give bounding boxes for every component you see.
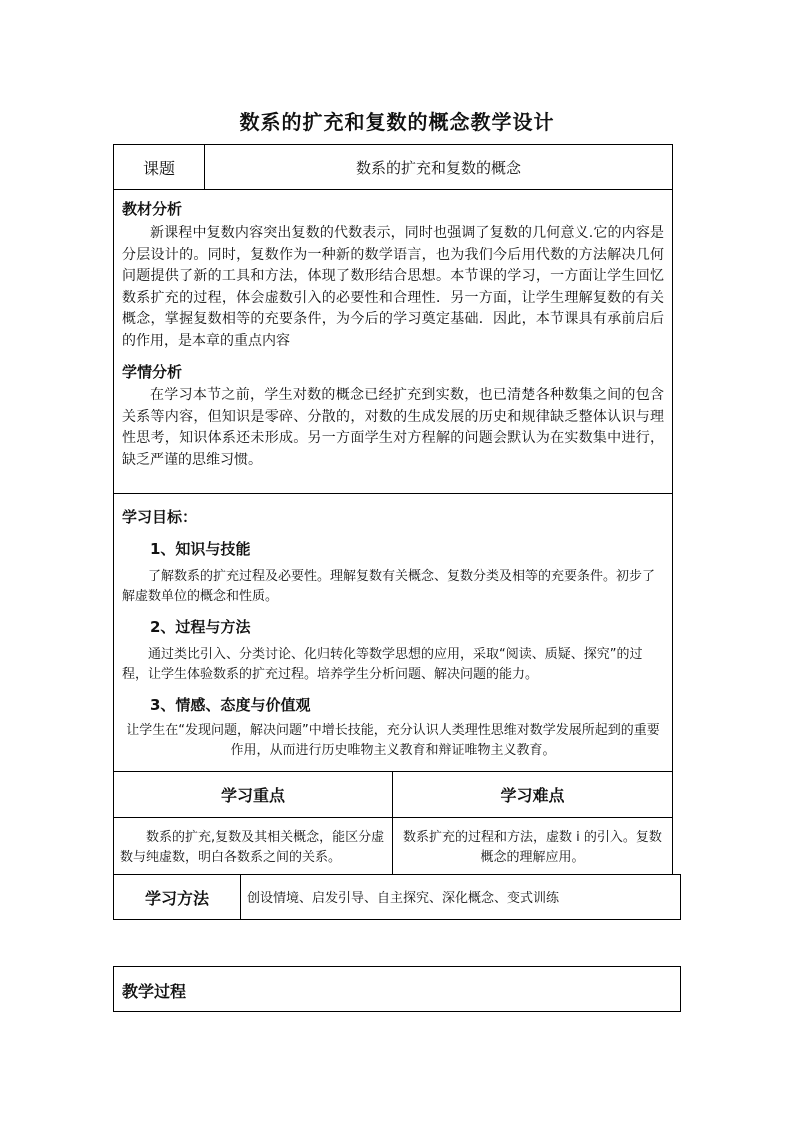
goal-1-text: 了解数系的扩充过程及必要性。理解复数有关概念、复数分类及相等的充要条件。初步了解虚数单位的概念和性质。 — [122, 569, 656, 604]
key-content-cell — [113, 817, 393, 875]
key-heading: 学习重点 — [220, 786, 285, 805]
key-heading-cell — [113, 771, 393, 818]
method-text: 创设情境、启发引导、自主探究、深化概念、变式训练 — [247, 891, 560, 906]
difficulty-heading: 学习难点 — [500, 786, 565, 805]
goal-3-text: 让学生在“发现问题，解决问题”中增长技能，充分认识人类理性思维对数学发展所起到的重要作用，从而进行历史唯物主义教育和辩证唯物主义教育。 — [126, 723, 660, 758]
method-content-cell — [240, 874, 681, 920]
goal-2-title: 2、过程与方法 — [150, 618, 251, 636]
goals-section — [113, 493, 673, 772]
process-heading: 教学过程 — [122, 982, 187, 1001]
process-section — [113, 966, 681, 1012]
difficulty-content-cell — [392, 817, 673, 875]
method-heading: 学习方法 — [144, 888, 209, 908]
goals-heading: 学习目标： — [122, 508, 198, 526]
topic-value-cell — [204, 144, 673, 190]
goal-2-text: 通过类比引入、分类讨论、化归转化等数学思想的应用，采取“阅读、质疑、探究”的过程，让学生体验数系的扩充过程。培养学生分析问题、解决问题的能力。 — [122, 647, 643, 682]
students-heading: 学情分析 — [122, 363, 183, 381]
goal-1-title: 1、知识与技能 — [150, 540, 251, 558]
topic-label: 课题 — [142, 158, 175, 178]
analysis-section — [113, 189, 673, 494]
page-title: 数系的扩充和复数的概念教学设计 — [239, 110, 555, 134]
material-text: 新课程中复数内容突出复数的代数表示，同时也强调了复数的几何意义.它的内容是分层设计的。同时，复数作为一种新的数学语言，也为我们今后用代数的方法解决几何问题提供了新的工具和方法，体现了数形结合思想。本节课的学习，一方面让学生回忆数系扩充的过程，体会虚数引入的必要性和合理性．另一方面，让学生理解复数的有关概念，掌握复数相等的充要条件，为今后的学习奠定基础．因此，本节课具有承前启后的作用，是本章的重点内容 — [122, 225, 664, 349]
difficulty-text: 数系扩充的过程和方法，虚数 i 的引入。复数概念的理解应用。 — [403, 830, 662, 865]
key-text: 数系的扩充,复数及其相关概念，能区分虚数与纯虚数，明白各数系之间的关系。 — [120, 830, 385, 865]
material-heading: 教材分析 — [122, 200, 183, 218]
topic-label-cell — [113, 144, 205, 190]
topic-value: 数系的扩充和复数的概念 — [355, 158, 521, 177]
method-heading-cell — [113, 874, 241, 920]
difficulty-heading-cell — [392, 771, 673, 818]
goal-3-title: 3、情感、态度与价值观 — [150, 696, 311, 714]
students-text: 在学习本节之前，学生对数的概念已经扩充到实数，也已清楚各种数集之间的包含关系等内容，但知识是零碎、分散的，对数的生成发展的历史和规律缺乏整体认识与理性思考，知识体系还未形成。另一方面学生对方程解的问题会默认为在实数集中进行，缺乏严谨的思维习惯。 — [122, 387, 664, 468]
